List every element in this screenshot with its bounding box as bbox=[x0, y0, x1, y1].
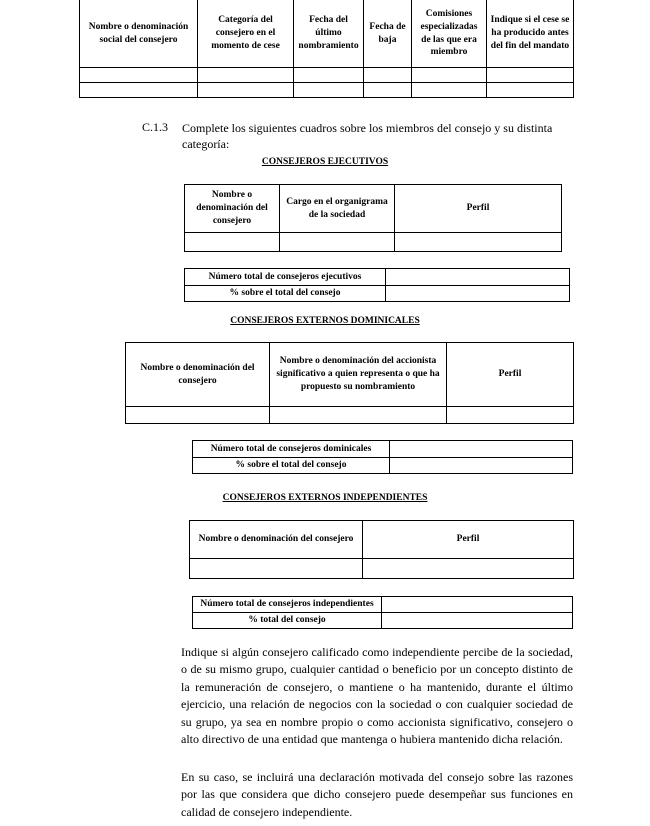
dominicales-summary-table bbox=[192, 440, 573, 474]
independientes-pct-label: % total del consejo bbox=[193, 613, 382, 629]
dominicales-pct-label: % sobre el total del consejo bbox=[193, 458, 390, 474]
dominicales-pct-value[interactable] bbox=[390, 458, 573, 474]
independientes-pct-value[interactable] bbox=[382, 613, 573, 629]
ejecutivos-total-label: Número total de consejeros ejecutivos bbox=[185, 269, 386, 286]
table-row bbox=[185, 233, 562, 252]
ceses-header-nombre: Nombre o denominación social del consejero bbox=[80, 0, 198, 68]
independientes-table bbox=[189, 520, 574, 579]
ceses-header-categoria: Categoría del consejero en el momento de cese bbox=[198, 0, 294, 68]
independientes-header-perfil: Perfil bbox=[363, 521, 574, 559]
section-text: Complete los siguientes cuadros sobre los miembros del consejo y su distinta categoría: bbox=[182, 121, 553, 152]
dominicales-table bbox=[125, 342, 574, 424]
dominicales-total-value[interactable] bbox=[390, 441, 573, 458]
table-row bbox=[126, 407, 574, 424]
table-row bbox=[80, 68, 574, 83]
independientes-summary-table bbox=[192, 596, 573, 629]
ejecutivos-table bbox=[184, 184, 562, 252]
independientes-total-label: Número total de consejeros independientes bbox=[193, 597, 382, 613]
ejecutivos-header-perfil: Perfil bbox=[395, 185, 562, 233]
ejecutivos-title: CONSEJEROS EJECUTIVOS bbox=[261, 157, 389, 167]
dominicales-header-nombre: Nombre o denominación del consejero bbox=[126, 343, 270, 407]
independientes-title: CONSEJEROS EXTERNOS INDEPENDIENTES bbox=[222, 493, 428, 503]
dominicales-header-perfil: Perfil bbox=[447, 343, 574, 407]
ejecutivos-total-value[interactable] bbox=[386, 269, 570, 286]
paragraph-declaracion-motivada: En su caso, se incluirá una declaración motivada del consejo sobre las razones por las que considera que dicho consejero puede desempeñar sus funciones en calidad de consejero independiente. bbox=[181, 770, 573, 819]
ceses-header-fecha-nombramiento: Fecha del último nombramiento bbox=[294, 0, 364, 68]
table-row bbox=[80, 83, 574, 98]
dominicales-total-label: Número total de consejeros dominicales bbox=[193, 441, 390, 458]
dominicales-header-accionista: Nombre o denominación del accionista significativo a quien representa o que ha propuesto su nombramiento bbox=[270, 343, 447, 407]
ceses-header-comisiones: Comisiones especializadas de las que era miembro bbox=[412, 0, 487, 68]
table-row bbox=[190, 559, 574, 579]
dominicales-title: CONSEJEROS EXTERNOS DOMINICALES bbox=[230, 316, 420, 326]
ejecutivos-pct-label: % sobre el total del consejo bbox=[185, 286, 386, 302]
ceses-table bbox=[79, 0, 574, 98]
ejecutivos-summary-table bbox=[184, 268, 570, 302]
ejecutivos-header-cargo: Cargo en el organigrama de la sociedad bbox=[280, 185, 395, 233]
paragraph-independiente-relacion: Indique si algún consejero calificado como independiente percibe de la sociedad, o de su mismo grupo, cualquier cantidad o beneficio por un concepto distinto de la remuneración de consejero, o mantiene o ha mantenido, durante el último ejercicio, una relación de negocios con la sociedad o con cualquier sociedad de su grupo, ya sea en nombre propio o como accionista significativo, consejero o alto directivo de una entidad que mantenga o hubiera mantenido dicha relación. bbox=[181, 645, 573, 746]
ejecutivos-header-nombre: Nombre o denominación del consejero bbox=[185, 185, 280, 233]
independientes-total-value[interactable] bbox=[382, 597, 573, 613]
ceses-header-fecha-baja: Fecha de baja bbox=[364, 0, 412, 68]
ceses-header-cese: Indique si el cese se ha producido antes del fin del mandato bbox=[487, 0, 574, 68]
independientes-header-nombre: Nombre o denominación del consejero bbox=[190, 521, 363, 559]
ejecutivos-pct-value[interactable] bbox=[386, 286, 570, 302]
section-number: C.1.3 bbox=[142, 120, 169, 134]
